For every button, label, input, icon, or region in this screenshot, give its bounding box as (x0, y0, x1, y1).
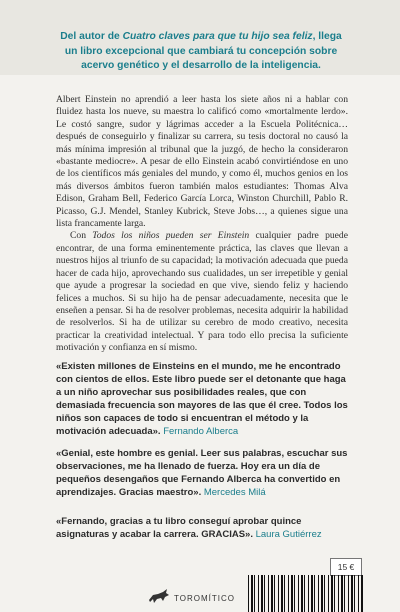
paragraph2-suffix: cualquier padre puede encontrar, de una forma eminentemente práctica, las claves que llevan a nuestros hijos al triunfo de su capacidad; la motivación adecuada que pueda hacer de cada hijo, aprovechando sus cualidades, un ser irrepetible y genial que ayude a progresar la sociedad en que vive, siendo feliz y haciendo felices a muchos. Si su hijo ha de pensar adecuadamente, necesita que le enseñen a pensar. Si ha de resolver problemas, necesita adquirir la habilidad de resolverlos. Si ha de utilizar su cerebro de modo creativo, necesita practicar la creatividad intelectual. Y para todo ello precisa la suficiente motivación y confianza en sí mismo. (56, 230, 348, 354)
quote-text: «Existen millones de Einsteins en el mundo, me he encontrado con cientos de ellos. Este libro puede ser el detonante que haga a un niño aprovechar sus posibilidades reales, que con demasiada frecuencia son mayores de las que él cree. Todos los niños son capaces de todo si encuentran el método y la motivación adecuada». (56, 361, 348, 437)
synopsis-paragraph-2 (56, 230, 348, 354)
quote-author: Laura Gutiérrez (255, 529, 322, 540)
testimonial-quote (56, 360, 348, 438)
quote-text: «Fernando, gracias a tu libro conseguí aprobar quince asignaturas y acabar la carrera. GRACIAS». (56, 516, 302, 540)
publisher-logo (146, 586, 254, 608)
publisher-name: TOROMÍTICO (174, 594, 235, 603)
bull-icon (146, 586, 172, 608)
headline-prefix: Del autor de (60, 31, 123, 42)
paragraph2-book-title: Todos los niños pueden ser Einstein (92, 230, 250, 242)
testimonial-quote (56, 447, 348, 499)
headline-suffix: , llega un libro excepcional que cambiará tu concepción sobre acervo genético y el desarrollo de la inteligencia. (64, 31, 342, 71)
testimonial-quote (56, 515, 348, 541)
quote-author: Fernando Alberca (163, 426, 239, 437)
quote-author: Mercedes Milá (203, 487, 266, 498)
paragraph2-prefix: Con (70, 230, 93, 242)
isbn-barcode (248, 575, 364, 612)
synopsis-paragraph-1: Albert Einstein no aprendió a leer hasta los siete años ni a hablar con fluidez hasta los nueve, su maestra lo calificó como «mortalmente lerdo». Le costó sangre, sudor y lágrimas acceder a la Escuela Politécnica… después de conseguirlo y finalizar su carrera, su tesis doctoral no causó la más mínima impresión al tribunal que la juzgó, de hecho la consideraron «bastante mediocre». A pesar de ello Einstein acabó convirtiéndose en uno de los científicos más geniales del mundo, y como él, muchos genios en los más diversos ámbitos fueron también malos estudiantes: Thomas Alva Edison, Graham Bell, Federico García Lorca, Winston Churchill, Pablo R. Picasso, G.J. Mendel, Stanley Kubrick, Steve Jobs…, a quienes sigue una lista francamente larga. (56, 94, 348, 230)
price-tag: 15 € (330, 558, 362, 576)
synopsis (56, 94, 348, 355)
headline-book-title: Cuatro claves para que tu hijo sea feliz (122, 31, 313, 42)
quote-text: «Genial, este hombre es genial. Leer sus palabras, escuchar sus observaciones, me ha llenado de fuerza. Hoy era un día de pequeños desengaños que Fernando Alberca ha convertido en aprendizajes. Gracias maestro». (56, 448, 348, 498)
headline (56, 30, 346, 74)
